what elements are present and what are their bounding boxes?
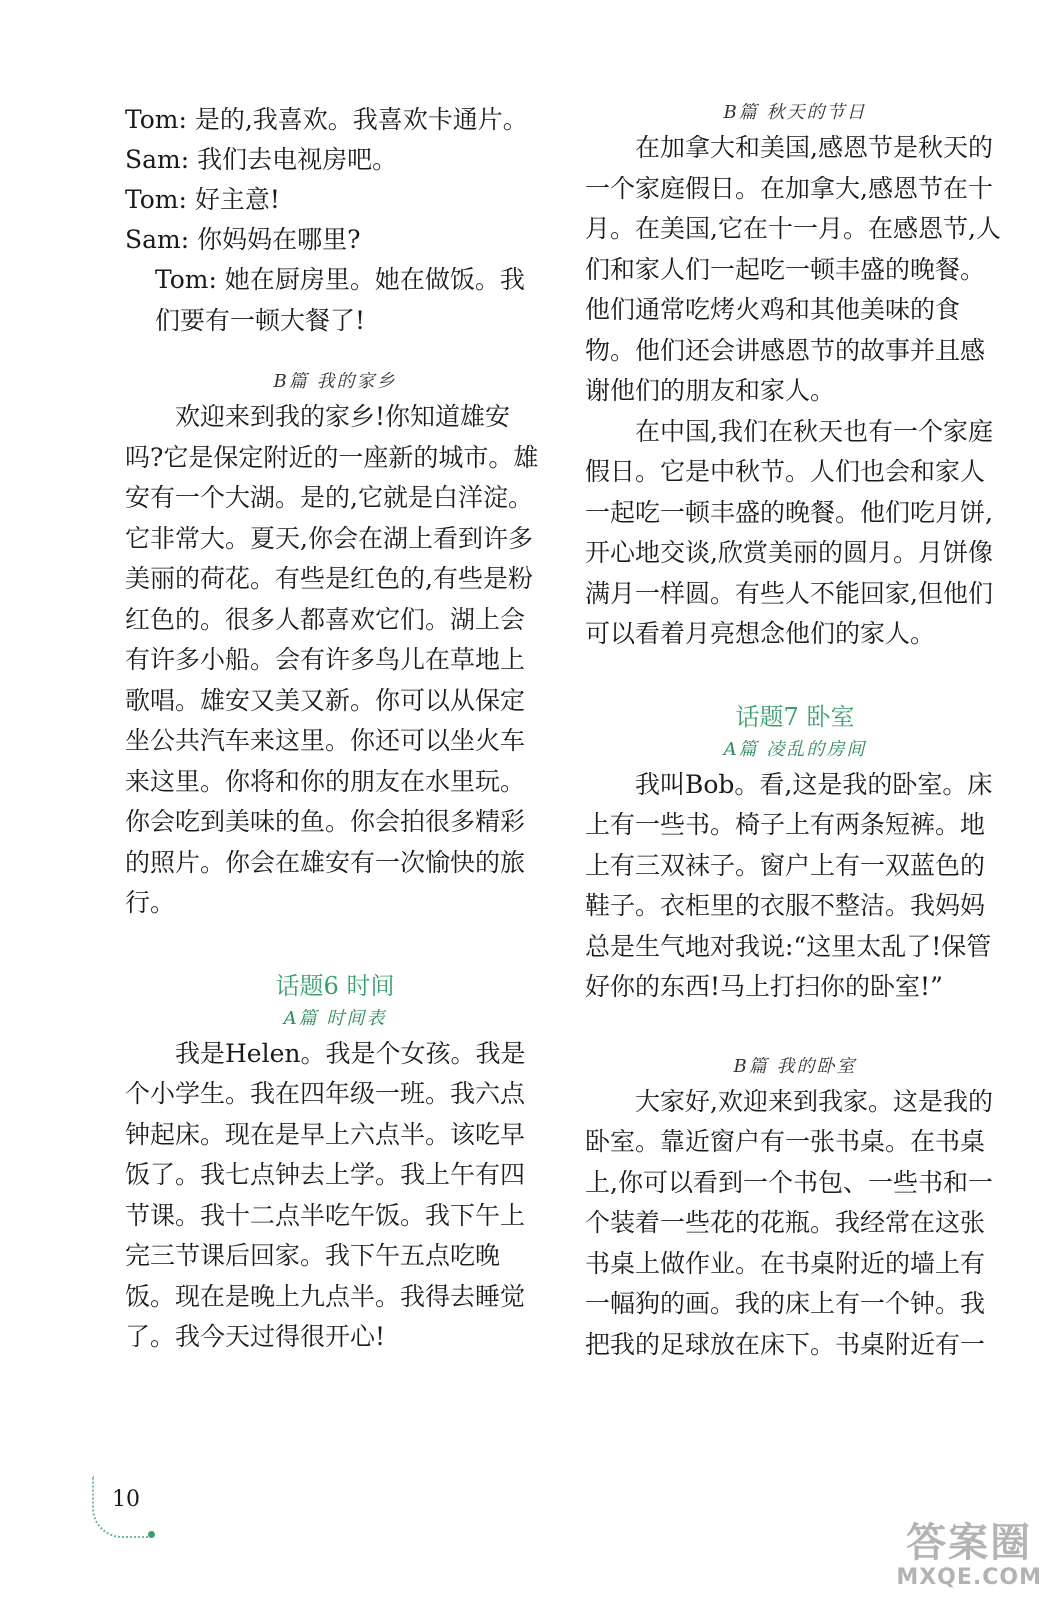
topic-7-title: 话题7 卧室 [735, 702, 855, 731]
watermark-small-text: MXQE.COM [896, 1565, 1042, 1590]
watermark-big-text: 答案圈 [906, 1520, 1033, 1566]
dialog-line-5: Tom: 她在厨房里。她在做饭。我们要有一顿大餐了! [155, 265, 525, 335]
autumn-festival-paragraph-2: 在中国,我们在秋天也有一个家庭假日。它是中秋节。人们也会和家人一起吃一顿丰盛的晚餐。他们吃月饼,开心地交谈,欣赏美丽的圆月。月饼像满月一样圆。有些人不能回家,但他们可以看着月亮想念他们的家人。 [585, 416, 993, 648]
topic-6-title: 话题6 时间 [275, 971, 395, 1000]
autumn-festival-paragraph-1: 在加拿大和美国,感恩节是秋天的一个家庭假日。在加拿大,感恩节在十月。在美国,它在十一月。在感恩节,人们和家人们一起吃一顿丰盛的晚餐。他们通常吃烤火鸡和其他美味的食物。他们还会讲感恩节的故事并且感谢他们的朋友和家人。 [585, 133, 1001, 405]
dialog-line-3: Tom: 好主意! [125, 185, 280, 214]
topic-7-a-title: A篇 凌乱的房间 [723, 738, 867, 760]
dialog-line-4: Sam: 你妈妈在哪里? [125, 225, 361, 254]
left-column [125, 100, 545, 1358]
dialog-line-1: Tom: 是的,我喜欢。我喜欢卡通片。 [125, 105, 528, 134]
section-b-hometown-title: B篇 我的家乡 [273, 371, 397, 392]
watermark-logo [896, 1521, 1042, 1590]
section-b-hometown-text: 欢迎来到我的家乡!你知道雄安吗?它是保定附近的一座新的城市。雄安有一个大湖。是的,它就是白洋淀。它非常大。夏天,你会在湖上看到许多美丽的荷花。有些是红色的,有些是粉红色的。很多人都喜欢它们。湖上会有许多小船。会有许多鸟儿在草地上歌唱。雄安又美又新。你可以从保定坐公共汽车来这里。你还可以坐火车来这里。你将和你的朋友在水里玩。你会吃到美味的鱼。你会拍很多精彩的照片。你会在雄安有一次愉快的旅行。 [125, 402, 539, 917]
right-column [585, 100, 1005, 1365]
page-corner-dot [148, 1531, 155, 1538]
page-number: 10 [112, 1487, 140, 1512]
autumn-festival-title: B篇 秋天的节日 [723, 102, 867, 123]
topic-7-a-text: 我叫Bob。看,这是我的卧室。床上有一些书。椅子上有两条短裤。地上有三双袜子。窗户上有一双蓝色的鞋子。衣柜里的衣服不整洁。我妈妈总是生气地对我说:“这里太乱了!保管好你的东西!马上打扫你的卧室!” [585, 769, 993, 1001]
topic-6-a-title: A篇 时间表 [283, 1007, 387, 1029]
topic-6-a-text: 我是Helen。我是个女孩。我是个小学生。我在四年级一班。我六点钟起床。现在是早上六点半。该吃早饭了。我七点钟去上学。我上午有四节课。我十二点半吃午饭。我下午上完三节课后回家。我下午五点吃晚饭。现在是晚上九点半。我得去睡觉了。我今天过得很开心! [125, 1038, 526, 1351]
topic-7-b-text: 大家好,欢迎来到我家。这是我的卧室。靠近窗户有一张书桌。在书桌上,你可以看到一个书包、一些书和一个装着一些花的花瓶。我经常在这张书桌上做作业。在书桌附近的墙上有一幅狗的画。我的床上有一个钟。我把我的足球放在床下。书桌附近有一 [585, 1086, 993, 1359]
topic-7-b-title: B篇 我的卧室 [733, 1055, 857, 1077]
dialog-line-2: Sam: 我们去电视房吧。 [125, 145, 398, 174]
